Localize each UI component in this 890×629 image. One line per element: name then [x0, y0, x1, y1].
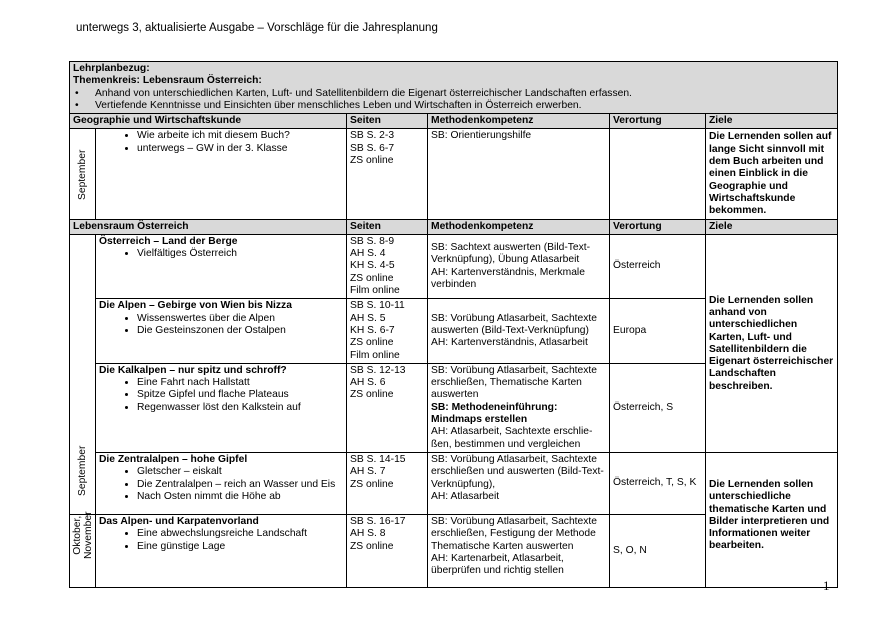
- pages-cell: [347, 234, 428, 298]
- topic-bullet: • Die Zentralalpen – reich an Wasser und Eis: [137, 479, 343, 491]
- topic-bullet: • Gletscher – eiskalt: [137, 466, 343, 478]
- goal-cell: Die Lernenden sollen auf lange Sicht sinnvoll mit dem Buch arbeiten und einen Einblick in die Geographie und Wirtschaftskunde bekommen.: [706, 129, 838, 219]
- page-ref: KH S. 6-7: [350, 324, 395, 336]
- table-row: [70, 129, 838, 219]
- location-cell: S, O, N: [610, 514, 706, 587]
- curriculum-bullet: • Anhand von unterschiedlichen Karten, Luft- und Satellitenbildern die Eigenart österreichischer Landschaften erfassen.: [73, 88, 834, 100]
- method-cell: SB: Vorübung Atlasarbeit, Sachtexte erschließen, Festigung der Methode Thematische Karten auswerten AH: Kartenarbeit, Atlasarbeit, überprüfen und richtig stellen: [428, 514, 610, 587]
- pages-cell: [347, 299, 428, 363]
- topic-title: Die Alpen – Gebirge von Wien bis Nizza: [99, 300, 292, 312]
- method-text: SB: Vorübung Atlasarbeit, Sachtexte erschließen, Thematische Karten auswerten: [431, 364, 598, 401]
- page-ref: ZS online: [350, 337, 394, 349]
- method-cell: SB: Vorübung Atlasarbeit, Sachtexte erschließen und auswerten (Bild-Text-Verknüpfung), AH: Atlasarbeit: [428, 452, 610, 514]
- page-ref: SB S. 10-11: [350, 300, 405, 312]
- location-cell: Europa: [610, 299, 706, 363]
- curriculum-bullet: • Vertiefende Kenntnisse und Einsichten über menschliches Leben und Wirtschaften in Österreich erwerben.: [73, 100, 834, 112]
- pages-cell: [347, 129, 428, 219]
- page-ref: SB S. 16-17: [350, 515, 406, 527]
- method-highlight: SB: Methodeneinführung: Mindmaps erstellen: [431, 401, 558, 426]
- month-label-line: November: [82, 511, 94, 559]
- page-ref: KH S. 4-5: [350, 260, 395, 272]
- month-cell: [70, 511, 96, 587]
- page-ref: ZS online: [350, 155, 394, 167]
- topic-title: Das Alpen- und Karpatenvorland: [99, 515, 259, 527]
- col-header-pages: Seiten: [347, 114, 428, 129]
- page-ref: ZS online: [350, 540, 394, 552]
- page-ref: AH S. 5: [350, 312, 386, 324]
- method-cell: SB: Sachtext auswerten (Bild-Text-Verknüpfung), Übung Atlasarbeit AH: Kartenverständnis, Merkmale verbinden: [428, 234, 610, 298]
- pages-cell: [347, 452, 428, 514]
- topic-bullet: • Wissenswertes über die Alpen: [137, 313, 343, 325]
- col-header-methods: Methodenkompetenz: [428, 114, 610, 129]
- page-ref: SB S. 12-13: [350, 364, 406, 376]
- topic-bullet: • Die Gesteinszonen der Ostalpen: [137, 325, 343, 337]
- topic-bullet: • Regenwasser löst den Kalkstein auf: [137, 402, 343, 414]
- plan-table: [69, 61, 838, 588]
- month-cell: [70, 234, 96, 514]
- page-ref: ZS online: [350, 389, 394, 401]
- month-label: September: [76, 445, 88, 496]
- page-ref: SB S. 8-9: [350, 235, 395, 247]
- col-header-subject: Geographie und Wirtschaftskunde: [70, 114, 347, 129]
- col-header-pages: Seiten: [347, 219, 428, 234]
- topic-cell: [96, 514, 347, 587]
- month-label-line: Oktober,: [71, 515, 83, 555]
- col-header-methods: Methodenkompetenz: [428, 219, 610, 234]
- page-ref: SB S. 14-15: [350, 453, 406, 465]
- col-header-subject: Lebensraum Österreich: [70, 219, 347, 234]
- topic-cell: [96, 129, 347, 219]
- table-row: [70, 452, 838, 514]
- topic-title: Die Kalkalpen – nur spitz und schroff?: [99, 364, 287, 376]
- location-cell: Österreich: [610, 234, 706, 298]
- page-ref: SB S. 2-3: [350, 130, 395, 142]
- goal-text: Die Lernenden sollen anhand von unterschiedlichen Karten, Luft- und Satellitenbildern die Eigenart österreichischer Landschaften beschreiben.: [709, 294, 834, 392]
- page-ref: AH S. 7: [350, 466, 386, 478]
- page-ref: ZS online: [350, 272, 394, 284]
- location-cell: Österreich, S: [610, 363, 706, 452]
- document-header: unterwegs 3, aktualisierte Ausgabe – Vorschläge für die Jahresplanung: [76, 22, 438, 34]
- method-text: AH: Atlasarbeit, Sachtexte erschlie-ßen, bestimmen und vergleichen: [431, 426, 593, 450]
- curriculum-reference: [70, 62, 838, 114]
- page-ref: SB S. 6-7: [350, 142, 395, 154]
- col-header-location: Verortung: [610, 219, 706, 234]
- page-number: 1: [823, 578, 830, 593]
- topic-bullet: • unterwegs – GW in der 3. Klasse: [137, 143, 343, 155]
- page-ref: AH S. 8: [350, 528, 386, 540]
- method-cell: [428, 363, 610, 452]
- col-header-location: Verortung: [610, 114, 706, 129]
- method-cell: SB: Vorübung Atlasarbeit, Sachtexte auswerten (Bild-Text-Verknüpfung) AH: Kartenverständnis, Atlasarbeit: [428, 299, 610, 363]
- pages-cell: [347, 363, 428, 452]
- month-label: September: [76, 149, 88, 201]
- topic-area-label: Themenkreis: Lebensraum Österreich:: [73, 75, 262, 87]
- topic-bullet: • Eine abwechslungsreiche Landschaft: [137, 528, 343, 540]
- topic-cell: [96, 363, 347, 452]
- page-ref: AH S. 6: [350, 377, 386, 389]
- topic-cell: [96, 299, 347, 363]
- topic-title: Die Zentralalpen – hohe Gipfel: [99, 453, 248, 465]
- topic-bullet: • Eine Fahrt nach Hallstatt: [137, 377, 343, 389]
- goal-cell: [706, 234, 838, 452]
- topic-bullet: • Wie arbeite ich mit diesem Buch?: [137, 130, 343, 142]
- section-header-row: [70, 114, 838, 129]
- topic-bullet: • Eine günstige Lage: [137, 541, 343, 553]
- topic-bullet: • Nach Osten nimmt die Höhe ab: [137, 491, 343, 503]
- goal-cell: [706, 452, 838, 587]
- page-ref: Film online: [350, 349, 400, 361]
- page-ref: Film online: [350, 285, 400, 297]
- topic-cell: [96, 234, 347, 298]
- topic-bullet: • Spitze Gipfel und flache Plateaus: [137, 389, 343, 401]
- topic-title: Österreich – Land der Berge: [99, 235, 238, 247]
- location-cell: Österreich, T, S, K: [610, 452, 706, 514]
- page-ref: AH S. 4: [350, 248, 386, 260]
- page-ref: ZS online: [350, 478, 394, 490]
- col-header-goals: Ziele: [706, 219, 838, 234]
- goal-text: Die Lernenden sollen unterschiedliche thematische Karten und Bilder interpretieren und Informationen weiter bearbeiten.: [709, 478, 830, 552]
- month-label: [72, 511, 94, 559]
- curriculum-label: Lehrplanbezug:: [73, 63, 150, 74]
- method-cell: SB: Orientierungshilfe: [428, 129, 610, 219]
- topic-bullet: • Vielfältiges Österreich: [137, 248, 343, 260]
- section-header-row: [70, 219, 838, 234]
- month-cell: [70, 129, 96, 219]
- table-row: [70, 234, 838, 298]
- pages-cell: [347, 514, 428, 587]
- topic-cell: [96, 452, 347, 514]
- col-header-goals: Ziele: [706, 114, 838, 129]
- location-cell: [610, 129, 706, 219]
